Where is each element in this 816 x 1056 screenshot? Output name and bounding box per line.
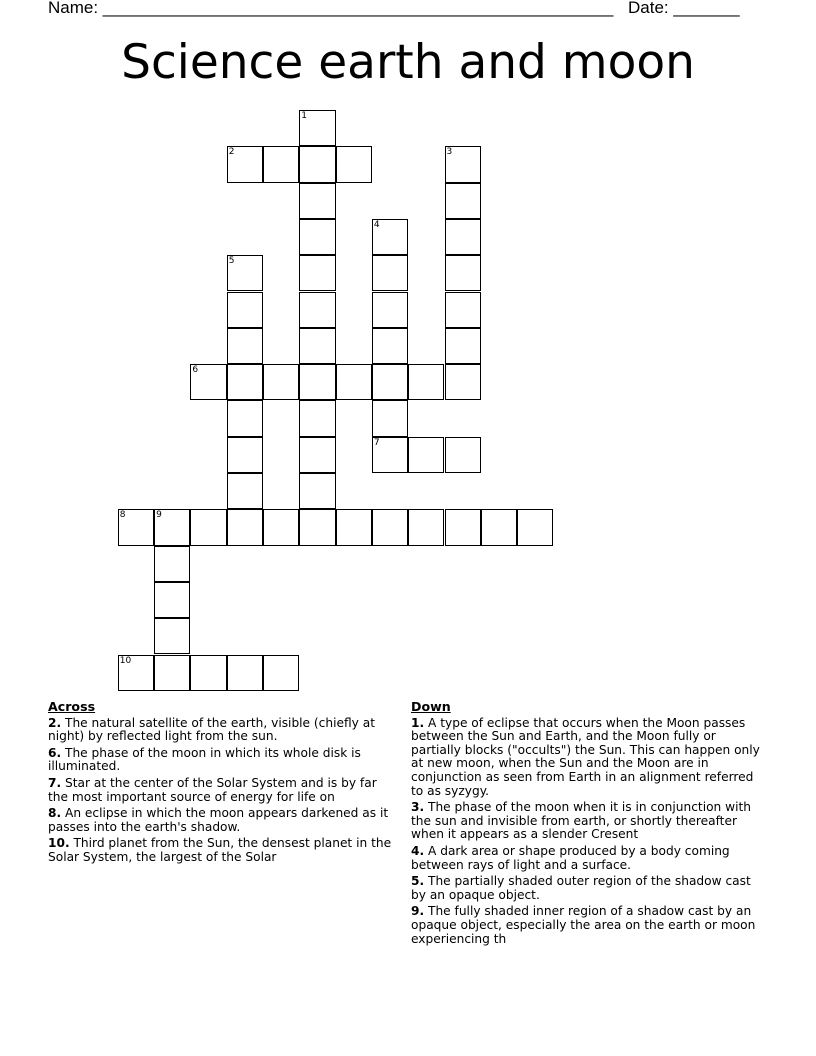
clue-across-10 — [48, 837, 394, 864]
grid-cell[interactable] — [445, 183, 481, 219]
clue-down-5 — [411, 875, 767, 902]
clue-number: 1. — [411, 715, 425, 730]
grid-cell[interactable] — [372, 509, 408, 545]
grid-cell[interactable] — [299, 183, 335, 219]
clue-number-label: 3 — [446, 147, 453, 158]
down-heading: Down — [411, 699, 451, 714]
grid-cell[interactable] — [517, 509, 553, 545]
name-field[interactable]: Name: ______________________________________________________ — [48, 0, 614, 17]
grid-cell[interactable] — [445, 364, 481, 400]
clue-across-2 — [48, 717, 394, 744]
clue-across-7 — [48, 777, 394, 804]
grid-cell[interactable] — [118, 509, 154, 545]
grid-cell[interactable] — [372, 400, 408, 436]
grid-cell[interactable] — [299, 364, 335, 400]
grid-cell[interactable] — [263, 364, 299, 400]
grid-cell[interactable] — [154, 546, 190, 582]
date-field[interactable]: Date: _______ — [628, 0, 740, 17]
clue-down-1 — [411, 717, 767, 799]
grid-cell[interactable] — [154, 582, 190, 618]
grid-cell[interactable] — [299, 509, 335, 545]
clue-number: 2. — [48, 715, 62, 730]
grid-cell[interactable] — [227, 400, 263, 436]
clue-text: The phase of the moon in which its whole disk is illuminated. — [48, 745, 361, 774]
clue-number: 7. — [48, 775, 62, 790]
grid-cell[interactable] — [445, 255, 481, 291]
grid-cell[interactable] — [372, 364, 408, 400]
clue-text: An eclipse in which the moon appears darkened as it passes into the earth's shadow. — [48, 806, 389, 834]
clue-number-label: 7 — [373, 437, 380, 448]
clue-down-4 — [411, 845, 767, 872]
grid-cell[interactable] — [227, 473, 263, 509]
grid-cell[interactable] — [227, 292, 263, 328]
grid-cell[interactable] — [299, 255, 335, 291]
grid-cell[interactable] — [154, 618, 190, 654]
clue-number: 6. — [48, 745, 62, 760]
grid-cell[interactable] — [445, 292, 481, 328]
clue-text: A dark area or shape produced by a body coming between rays of light and a surface. — [411, 843, 730, 872]
clue-number-label: 10 — [119, 655, 132, 666]
grid-cell[interactable] — [336, 364, 372, 400]
clue-across-8 — [48, 807, 394, 834]
grid-cell[interactable] — [154, 509, 190, 545]
clue-text: The phase of the moon when it is in conjunction with the sun and invisible from earth, or shortly thereafter when it appears as a slender Cresent — [411, 800, 751, 842]
grid-cell[interactable] — [154, 655, 190, 691]
grid-cell[interactable] — [372, 328, 408, 364]
across-heading: Across — [48, 699, 96, 714]
grid-cell[interactable] — [190, 655, 226, 691]
clue-text: Third planet from the Sun, the densest planet in the Solar System, the largest of the Solar — [48, 836, 392, 864]
grid-cell[interactable] — [227, 437, 263, 473]
clue-number-label: 5 — [228, 256, 235, 267]
grid-cell[interactable] — [263, 509, 299, 545]
grid-cell[interactable] — [372, 437, 408, 473]
clue-number-label: 9 — [156, 510, 162, 521]
grid-cell[interactable] — [336, 509, 372, 545]
grid-cell[interactable] — [408, 364, 444, 400]
clue-text: The natural satellite of the earth, visible (chiefly at night) by reflected light from the sun. — [48, 715, 376, 744]
clue-across-6 — [48, 747, 394, 774]
down-clues — [411, 700, 767, 949]
clue-down-3 — [411, 801, 767, 842]
clue-down-9 — [411, 905, 767, 946]
clue-number: 4. — [411, 843, 425, 858]
grid-cell[interactable] — [445, 146, 481, 182]
grid-cell[interactable] — [372, 255, 408, 291]
grid-cell[interactable] — [372, 219, 408, 255]
clue-text: The fully shaded inner region of a shadow cast by an opaque object, especially the area on the earth or moon experiencing th — [411, 904, 756, 946]
clue-number-label: 8 — [119, 510, 126, 521]
clue-text: The partially shaded outer region of the shadow cast by an opaque object. — [411, 874, 751, 902]
grid-cell[interactable] — [445, 219, 481, 255]
clue-number-label: 6 — [192, 365, 199, 376]
clue-number-label: 4 — [373, 219, 380, 230]
clue-text: A type of eclipse that occurs when the Moon passes between the Sun and Earth, and the Moon fully or partially blocks ("occults") the Sun. This can happen only at new moon, when the Sun and the Moon are in conjunction as seen from Earth in an alignment referred to as syzygy. — [411, 715, 760, 798]
grid-cell[interactable] — [408, 509, 444, 545]
grid-cell[interactable] — [190, 364, 226, 400]
grid-cell[interactable] — [299, 437, 335, 473]
grid-cell[interactable] — [481, 509, 517, 545]
page-title: Science earth and moon — [121, 35, 695, 90]
clue-number-label: 2 — [228, 147, 235, 158]
grid-cell[interactable] — [445, 509, 481, 545]
grid-cell[interactable] — [445, 328, 481, 364]
clue-number: 10. — [48, 836, 70, 851]
grid-cell[interactable] — [336, 146, 372, 182]
clue-number: 5. — [411, 874, 425, 889]
grid-cell[interactable] — [372, 292, 408, 328]
grid-cell[interactable] — [408, 437, 444, 473]
grid-cell[interactable] — [227, 146, 263, 182]
clue-number-label: 1 — [301, 111, 308, 121]
grid-cell[interactable] — [190, 509, 226, 545]
grid-cell[interactable] — [118, 655, 154, 691]
grid-cell[interactable] — [299, 473, 335, 509]
grid-cell[interactable] — [299, 219, 335, 255]
grid-cell[interactable] — [227, 509, 263, 545]
grid-cell[interactable] — [227, 328, 263, 364]
clue-text: Star at the center of the Solar System and is by far the most important source of energy for life on — [48, 775, 377, 804]
grid-cell[interactable] — [263, 146, 299, 182]
clue-number: 9. — [411, 904, 425, 919]
grid-cell[interactable] — [227, 655, 263, 691]
grid-cell[interactable] — [445, 437, 481, 473]
grid-cell[interactable] — [299, 292, 335, 328]
across-clues — [48, 700, 394, 868]
grid-cell[interactable] — [227, 255, 263, 291]
grid-cell[interactable] — [227, 364, 263, 400]
grid-cell[interactable] — [263, 655, 299, 691]
grid-cell[interactable] — [299, 328, 335, 364]
clue-number: 3. — [411, 800, 425, 815]
grid-cell[interactable] — [299, 110, 335, 146]
grid-cell[interactable] — [299, 146, 335, 182]
clue-number: 8. — [48, 806, 62, 821]
grid-cell[interactable] — [299, 400, 335, 436]
